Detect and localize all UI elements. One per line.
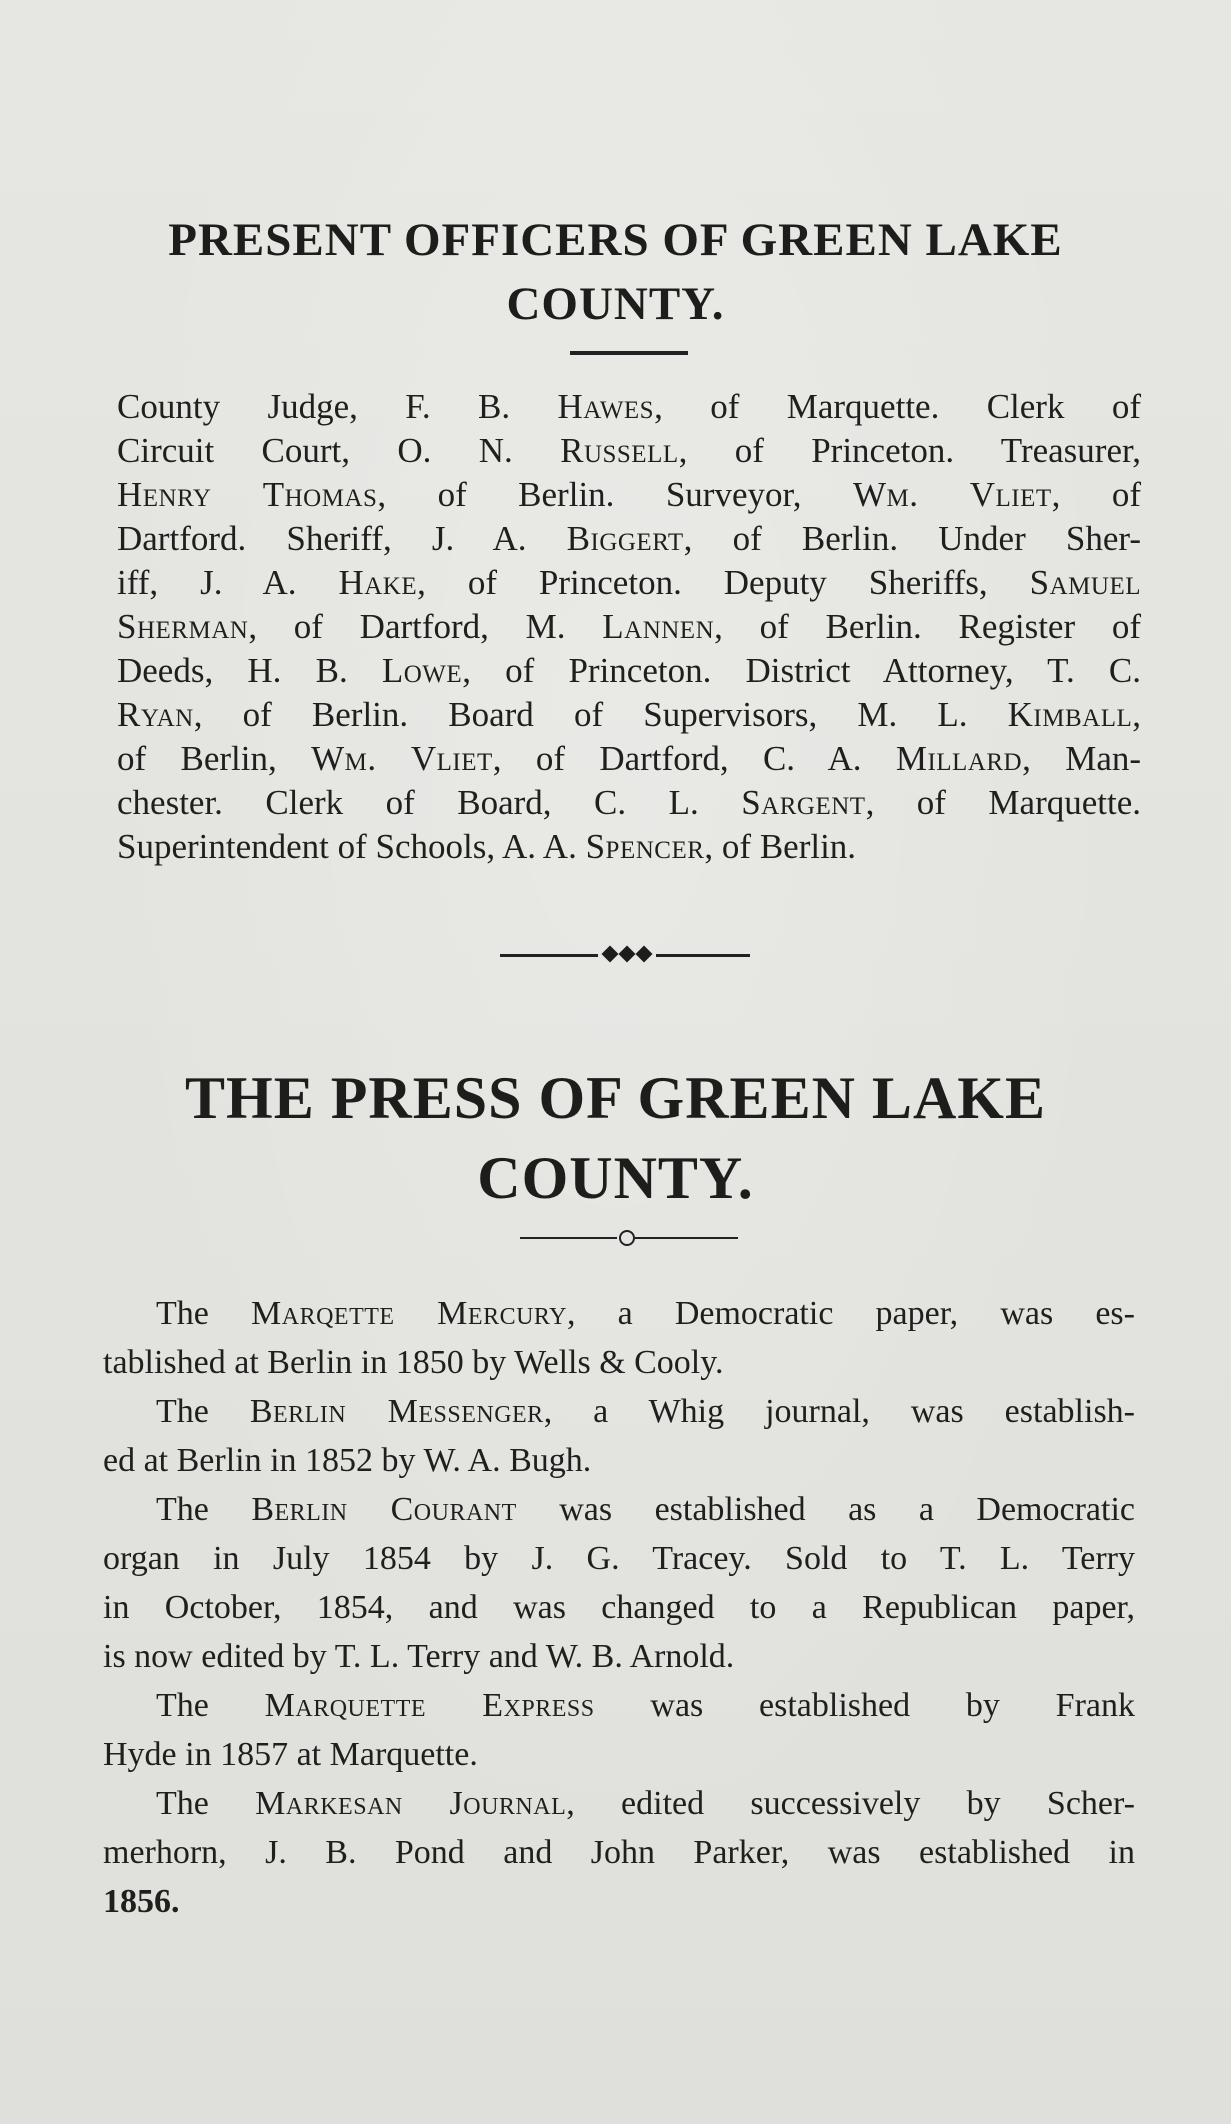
officers-heading-line-2: COUNTY.: [506, 278, 725, 330]
heading-rule: [570, 351, 688, 355]
text-line: Ryan, of Berlin. Board of Supervisors, M. L. Kimball,: [117, 695, 1141, 734]
text-line: Circuit Court, O. N. Russell, of Princeton. Treasurer,: [117, 431, 1141, 470]
text-line: tablished at Berlin in 1850 by Wells & Cooly.: [103, 1344, 724, 1381]
text-line: County Judge, F. B. Hawes, of Marquette. Clerk of: [117, 387, 1141, 426]
press-paragraphs: [103, 1289, 1135, 1926]
text-line: Henry Thomas, of Berlin. Surveyor, Wm. Vliet, of: [117, 475, 1142, 514]
press-heading-line-2: COUNTY.: [477, 1145, 754, 1211]
text-line: ed at Berlin in 1852 by W. A. Bugh.: [103, 1442, 592, 1479]
text-line: 1856.: [103, 1883, 180, 1920]
text-line: merhorn, J. B. Pond and John Parker, was established in: [103, 1834, 1135, 1871]
text-line: The Markesan Journal, edited successively by Scher-: [156, 1785, 1135, 1822]
heading-rule-with-circle: [520, 1228, 738, 1248]
text-line: The Berlin Messenger, a Whig journal, was establish-: [156, 1393, 1135, 1430]
text-line: iff, J. A. Hake, of Princeton. Deputy Sheriffs, Samuel: [117, 563, 1141, 602]
officers-paragraph: [117, 385, 1141, 869]
officers-heading-line-1: PRESENT OFFICERS OF GREEN LAKE: [168, 214, 1063, 266]
text-line: Sherman, of Dartford, M. Lannen, of Berlin. Register of: [117, 607, 1141, 646]
text-line: Dartford. Sheriff, J. A. Biggert, of Berlin. Under Sher-: [117, 519, 1141, 558]
text-line: organ in July 1854 by J. G. Tracey. Sold to T. L. Terry: [103, 1540, 1135, 1577]
text-line: The Marquette Express was established by Frank: [156, 1687, 1135, 1724]
section-divider-ornament: [500, 944, 750, 968]
officers-heading: [0, 208, 1231, 336]
text-line: Hyde in 1857 at Marquette.: [103, 1736, 478, 1773]
text-line: Deeds, H. B. Lowe, of Princeton. District Attorney, T. C.: [117, 651, 1141, 690]
text-line: in October, 1854, and was changed to a Republican paper,: [103, 1589, 1135, 1626]
text-line: The Marqette Mercury, a Democratic paper, was es-: [156, 1295, 1135, 1332]
press-heading: [0, 1058, 1231, 1218]
text-line: is now edited by T. L. Terry and W. B. Arnold.: [103, 1638, 735, 1675]
text-line: chester. Clerk of Board, C. L. Sargent, of Marquette.: [117, 783, 1141, 822]
text-line: Superintendent of Schools, A. A. Spencer, of Berlin.: [117, 827, 857, 866]
text-line: of Berlin, Wm. Vliet, of Dartford, C. A. Millard, Man-: [117, 739, 1142, 778]
press-heading-line-1: THE PRESS OF GREEN LAKE: [185, 1065, 1046, 1131]
text-line: The Berlin Courant was established as a Democratic: [156, 1491, 1135, 1528]
